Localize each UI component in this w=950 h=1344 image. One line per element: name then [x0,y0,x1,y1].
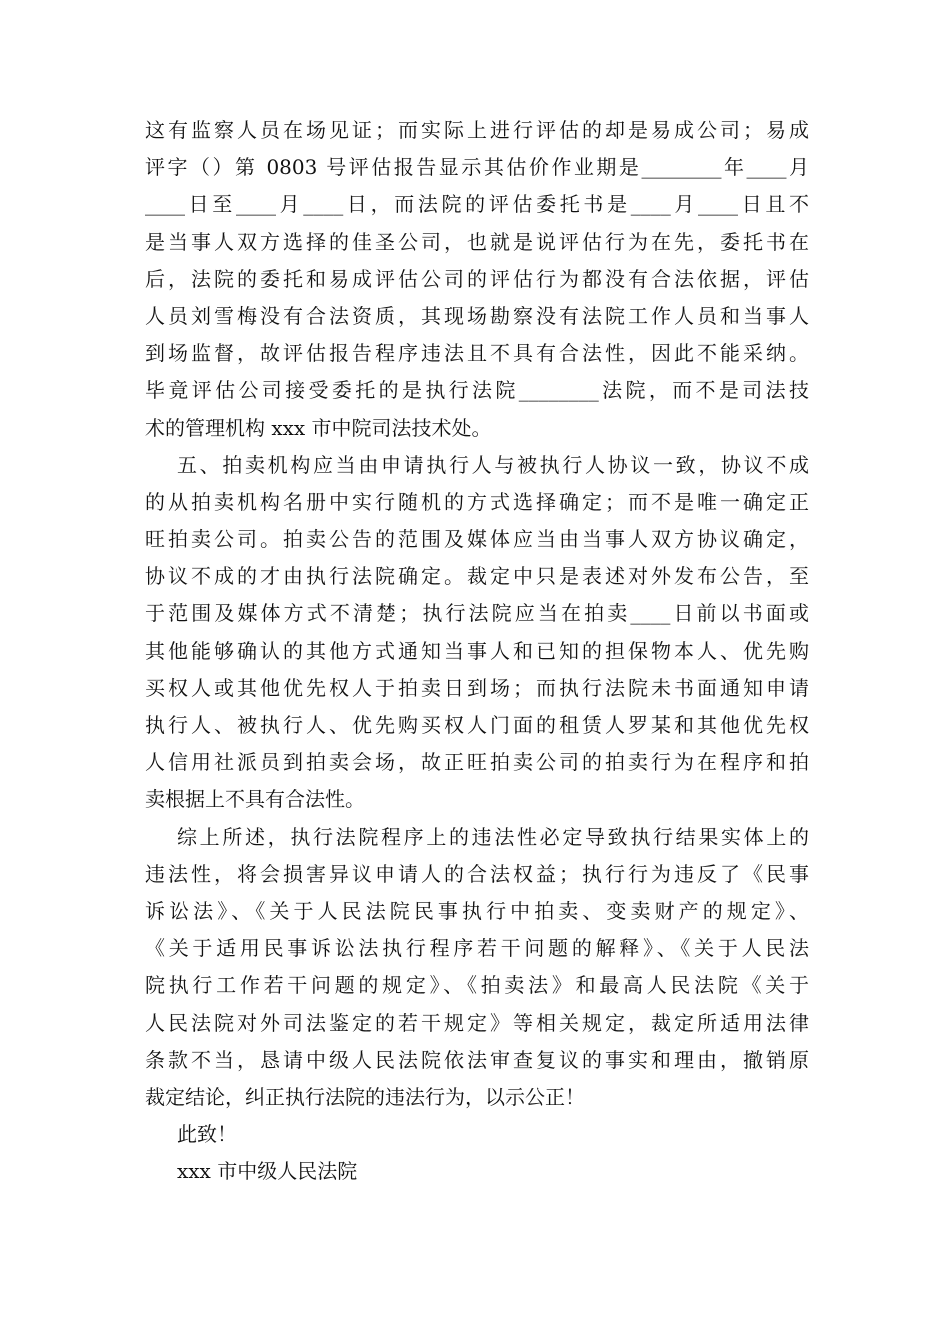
text-line: 违法性，将会损害异议申请人的合法权益；执行行为违反了《民事 [145,861,809,886]
text-line: 于范围及媒体方式不清楚；执行法院应当在拍卖____日前以书面或 [145,601,809,626]
paragraph-start-line: 综上所述，执行法院程序上的违法性必定导致执行结果实体上的 [177,824,809,849]
salutation-line: 此致！ [177,1122,237,1147]
text-line: 执行人、被执行人、优先购买权人门面的租赁人罗某和其他优先权 [145,713,809,737]
text-line: 卖根据上不具有合法性。 [145,787,365,812]
document-body [145,112,809,1190]
text-line: 是当事人双方选择的佳圣公司，也就是说评估行为在先，委托书在 [145,229,809,254]
text-line: 的从拍卖机构名册中实行随机的方式选择确定；而不是唯一确定正 [145,489,809,514]
text-line: 买权人或其他优先权人于拍卖日到场；而执行法院未书面通知申请 [145,675,809,700]
text-line: 评字（）第 0803 号评估报告显示其估价作业期是________年____月 [145,155,809,180]
text-line: 协议不成的才由执行法院确定。裁定中只是表述对外发布公告，至 [145,564,809,589]
text-line: 到场监督，故评估报告程序违法且不具有合法性，因此不能采纳。 [145,341,809,366]
text-line: 术的管理机构 xxx 市中院司法技术处。 [145,415,492,440]
text-line: 毕竟评估公司接受委托的是执行法院________法院，而不是司法技 [145,378,809,403]
text-line: 其他能够确认的其他方式通知当事人和已知的担保物本人、优先购 [145,638,809,663]
recipient-line: xxx 市中级人民法院 [177,1159,358,1184]
text-line: 裁定结论，纠正执行法院的违法行为，以示公正！ [145,1084,585,1109]
text-line: 这有监察人员在场见证；而实际上进行评估的却是易成公司；易成 [145,118,809,142]
text-line: 条款不当，恳请中级人民法院依法审查复议的事实和理由，撤销原 [145,1047,809,1072]
text-line: 人信用社派员到拍卖会场，故正旺拍卖公司的拍卖行为在程序和拍 [145,750,809,775]
text-line: 诉讼法》、《关于人民法院民事执行中拍卖、变卖财产的规定》、 [145,898,809,923]
paragraph-start-line: 五、拍卖机构应当由申请执行人与被执行人协议一致，协议不成 [177,452,809,477]
text-line: 人民法院对外司法鉴定的若干规定》等相关规定，裁定所适用法律 [145,1010,809,1035]
text-line: 人员刘雪梅没有合法资质，其现场勘察没有法院工作人员和当事人 [145,303,809,328]
text-line: 《关于适用民事诉讼法执行程序若干问题的解释》、《关于人民法 [145,936,809,961]
text-line: 旺拍卖公司。拍卖公告的范围及媒体应当由当事人双方协议确定， [145,527,809,552]
text-line: 院执行工作若干问题的规定》、《拍卖法》和最高人民法院《关于 [145,973,809,998]
text-line: 后，法院的委托和易成评估公司的评估行为都没有合法依据，评估 [145,266,809,291]
text-line: ____日至____月____日，而法院的评估委托书是____月____日且不 [145,192,809,217]
